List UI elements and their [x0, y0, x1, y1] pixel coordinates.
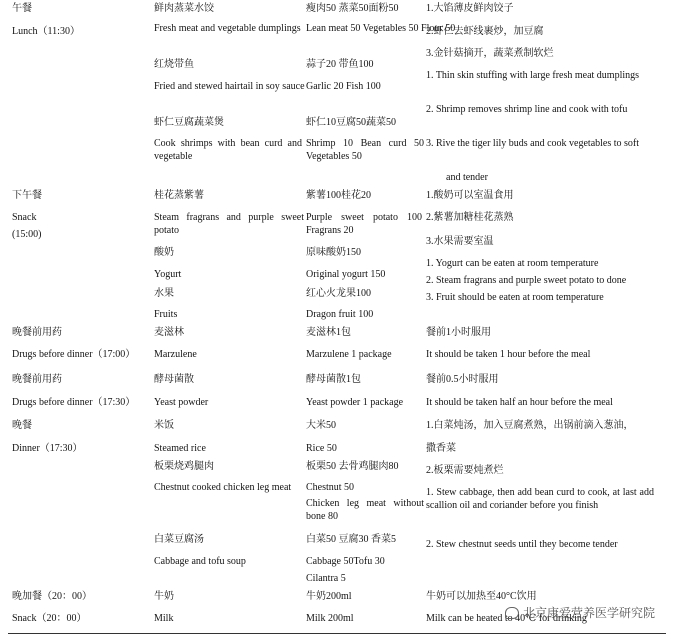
dish-name-en: Fresh meat and vegetable dumplings [154, 23, 301, 34]
ingredient-qty-en: Cabbage 50Tofu 30 [306, 556, 385, 567]
note-cn: 1.白菜炖汤，加入豆腐煮熟，出锅前滴入葱油， [426, 420, 634, 431]
note-cn: 3.水果需要室温 [426, 236, 494, 247]
dish-name-en: Cabbage and tofu soup [154, 556, 246, 567]
dish-name-en: Fruits [154, 309, 178, 320]
meal-label-en: Snack [12, 212, 37, 223]
ingredient-qty-en: Rice 50 [306, 443, 337, 454]
note-en: and tender [446, 172, 488, 183]
ingredient-qty-en: Marzulene 1 package [306, 349, 392, 360]
note-cn: 3.金针菇摘开，蔬菜煮制软烂 [426, 48, 554, 59]
dish-name-cn: 酸奶 [154, 247, 174, 258]
ingredient-qty-en: Shrimp 10 Bean curd 50 Vegetables 50 [306, 138, 424, 162]
note-en: 2. Steam fragrans and purple sweet potato to done [426, 275, 627, 286]
ingredient-qty-en: Dragon fruit 100 [306, 309, 374, 320]
dish-name-en: Steamed rice [154, 443, 206, 454]
table-bottom-rule [8, 633, 666, 634]
watermark-text: 北京康爱营养医学研究院 [522, 606, 655, 620]
note-en: 1. Yogurt can be eaten at room temperature [426, 258, 599, 269]
meal-time: (15:00) [12, 229, 42, 240]
note-cn: 餐前1小时服用 [426, 327, 491, 338]
note-en: 1. Stew cabbage, then add bean curd to cook, at last add scallion oil and coriander before you finish [426, 487, 654, 511]
watermark [505, 604, 655, 621]
note-cn: 餐前0.5小时服用 [426, 374, 499, 385]
note-cn: 撒香菜 [426, 443, 456, 454]
dish-name-en: Yeast powder [154, 397, 209, 408]
dish-name-cn: 水果 [154, 288, 174, 299]
note-en: 3. Fruit should be eaten at room temperature [426, 292, 604, 303]
ingredient-qty-cn: 牛奶200ml [306, 591, 352, 602]
note-en: It should be taken half an hour before the meal [426, 397, 613, 408]
note-en: 1. Thin skin stuffing with large fresh meat dumplings [426, 70, 640, 81]
note-en: Milk can be heated to 40℃ for drinking [426, 613, 587, 624]
dish-name-cn: 板栗烧鸡腿肉 [154, 461, 214, 472]
meal-label-cn: 晚餐前用药 [12, 327, 62, 338]
dish-name-cn: 米饭 [154, 420, 174, 431]
ingredient-qty-en: Original yogurt 150 [306, 269, 386, 280]
ingredient-qty-en: Chicken leg meat without bone 80 [306, 498, 424, 522]
ingredient-qty-en: Chestnut 50 [306, 482, 355, 493]
meal-label-en: Snack（20：00） [12, 613, 87, 624]
ingredient-qty-en: Garlic 20 Fish 100 [306, 81, 381, 92]
note-cn: 牛奶可以加热至40°C饮用 [426, 591, 537, 602]
ingredient-qty-cn: 麦滋林1包 [306, 327, 351, 338]
note-cn: 2.板栗需要炖煮烂 [426, 465, 504, 476]
dish-name-cn: 鲜肉蒸菜水饺 [154, 3, 214, 14]
ingredient-qty-en: Lean meat 50 Vegetables 50 Flour 50 [306, 23, 456, 34]
dish-name-cn: 麦滋林 [154, 327, 184, 338]
dish-name-en: Steam fragrans and purple sweet potato [154, 212, 304, 236]
ingredient-qty-cn: 蒜子20 带鱼100 [306, 59, 374, 70]
dish-name-cn: 桂花蒸紫薯 [154, 190, 204, 201]
dish-name-cn: 酵母菌散 [154, 374, 194, 385]
ingredient-qty-cn: 板栗50 去骨鸡腿肉80 [306, 461, 399, 472]
dish-name-cn: 白菜豆腐汤 [154, 534, 204, 545]
note-en: 3. Rive the tiger lily buds and cook vegetables to soft [426, 138, 640, 149]
ingredient-qty-en: Cilantra 5 [306, 573, 346, 584]
meal-label-en: Drugs before dinner（17:00） [12, 349, 136, 360]
ingredient-qty-cn: 红心火龙果100 [306, 288, 371, 299]
note-cn: 2.虾仁去虾线裹炒，加豆腐 [426, 26, 544, 37]
note-cn: 1.酸奶可以室温食用 [426, 190, 514, 201]
meal-label-cn: 午餐 [12, 3, 32, 14]
ingredient-qty-cn: 原味酸奶150 [306, 247, 361, 258]
ingredient-qty-cn: 瘦肉50 蒸菜50面粉50 [306, 3, 399, 14]
note-en: 2. Stew chestnut seeds until they become tender [426, 539, 618, 550]
dish-name-cn: 红烧带鱼 [154, 59, 194, 70]
ingredient-qty-cn: 白菜50 豆腐30 香菜5 [306, 534, 396, 545]
dish-name-en: Yogurt [154, 269, 182, 280]
dish-name-en: Marzulene [154, 349, 197, 360]
chat-bubble-icon [505, 607, 519, 619]
dish-name-cn: 虾仁豆腐蔬菜煲 [154, 117, 224, 128]
meal-label-en: Lunch（11:30） [12, 26, 80, 37]
note-cn: 1.大馅薄皮鲜肉饺子 [426, 3, 514, 14]
note-en: 2. Shrimp removes shrimp line and cook with tofu [426, 104, 628, 115]
meal-label-cn: 下午餐 [12, 190, 42, 201]
ingredient-qty-en: Milk 200ml [306, 613, 354, 624]
ingredient-qty-cn: 虾仁10豆腐50蔬菜50 [306, 117, 396, 128]
note-en: It should be taken 1 hour before the meal [426, 349, 591, 360]
meal-label-cn: 晚加餐（20：00） [12, 591, 92, 602]
meal-label-en: Dinner（17:30） [12, 443, 83, 454]
dish-name-cn: 牛奶 [154, 591, 174, 602]
meal-label-en: Drugs before dinner（17:30） [12, 397, 136, 408]
dish-name-en: Fried and stewed hairtail in soy sauce [154, 81, 305, 92]
dish-name-en: Cook shrimps with bean curd and vegetable [154, 138, 302, 162]
meal-label-cn: 晚餐 [12, 420, 32, 431]
ingredient-qty-en: Yeast powder 1 package [306, 397, 404, 408]
ingredient-qty-cn: 酵母菌散1包 [306, 374, 361, 385]
note-cn: 2.紫薯加糖桂花蒸熟 [426, 212, 514, 223]
ingredient-qty-cn: 紫薯100桂花20 [306, 190, 371, 201]
ingredient-qty-en: Purple sweet potato 100 Fragrans 20 [306, 212, 422, 236]
ingredient-qty-cn: 大米50 [306, 420, 336, 431]
meal-label-cn: 晚餐前用药 [12, 374, 62, 385]
dish-name-en: Chestnut cooked chicken leg meat [154, 482, 292, 493]
dish-name-en: Milk [154, 613, 174, 624]
